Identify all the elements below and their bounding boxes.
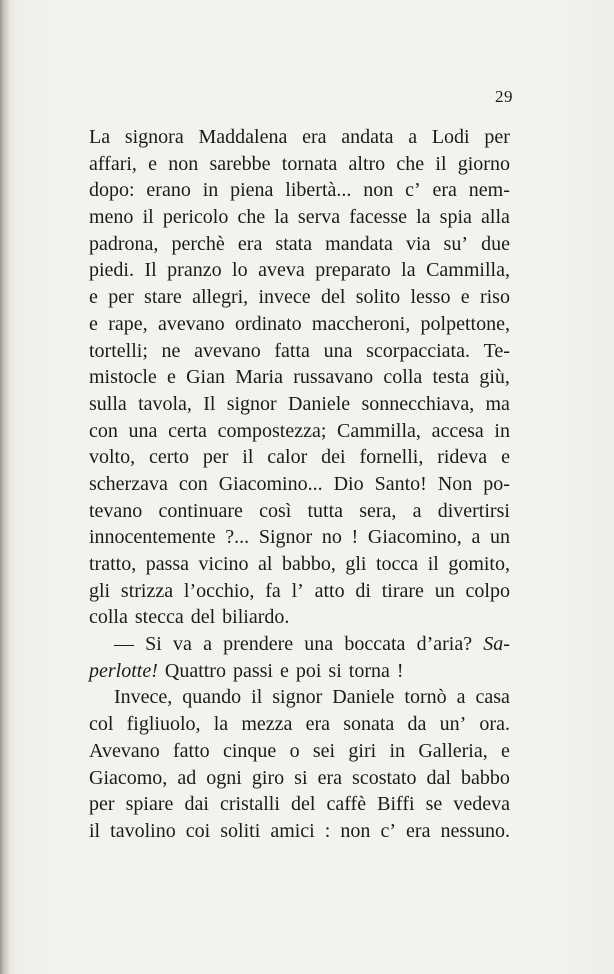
text-line: e rape, avevano ordinato maccheroni, polpettone, [89,312,510,335]
text-line: con una certa compostezza; Cammilla, accesa in [89,419,510,442]
text-line: e per stare allegri, invece del solito lesso e riso [89,286,510,309]
book-binding-edge [0,0,9,974]
text-line: Invece, quando il signor Daniele tornò a casa [114,686,510,709]
body-text [89,124,510,845]
text-line: colla stecca del biliardo. [89,606,290,629]
text-line: padrona, perchè era stata mandata via su’ due [89,232,510,255]
text-line: sulla tavola, Il signor Daniele sonnecchiava, ma [89,392,510,415]
text-line: col figliuolo, la mezza era sonata da un’ ora. [89,713,510,736]
text-line: volto, certo per il calor dei fornelli, rideva e [89,446,510,469]
text-line: gli strizza l’occhio, fa l’ atto di tirare un colpo [89,579,510,602]
text-line: Giacomo, ad ogni giro si era scostato dal babbo [89,766,510,789]
text-line: innocentemente ?... Signor no ! Giacomino, a un [89,526,510,549]
text-line: piedi. Il pranzo lo aveva preparato la Cammilla, [89,259,510,282]
text-line: tortelli; ne avevano fatta una scorpacciata. Te- [89,339,510,362]
text-line: — Si va a prendere una boccata d’aria? Sa- [114,633,510,656]
text-line: dopo: erano in piena libertà... non c’ era nem- [89,179,510,202]
text-line: La signora Maddalena era andata a Lodi per [89,126,510,148]
text-line: scherzava con Giacomino... Dio Santo! Non po- [89,472,510,495]
text-line: mistocle e Gian Maria russavano colla testa giù, [89,366,510,389]
text-line: meno il pericolo che la serva facesse la spia alla [89,206,510,229]
text-line: il tavolino coi soliti amici : non c’ era nessuno. [89,819,510,842]
text-line: affari, e non sarebbe tornata altro che il giorno [89,152,510,175]
text-line: tratto, passa vicino al babbo, gli tocca il gomito, [89,553,510,575]
text-line: perlotte! Quattro passi e poi si torna ! [89,659,404,682]
page-number: 29 [495,87,513,106]
text-line: tevano continuare così tutta sera, a divertirsi [89,499,510,522]
text-line: per spiare dai cristalli del caffè Biffi se vedeva [89,793,510,816]
text-line: Avevano fatto cinque o sei giri in Galleria, e [89,739,510,762]
